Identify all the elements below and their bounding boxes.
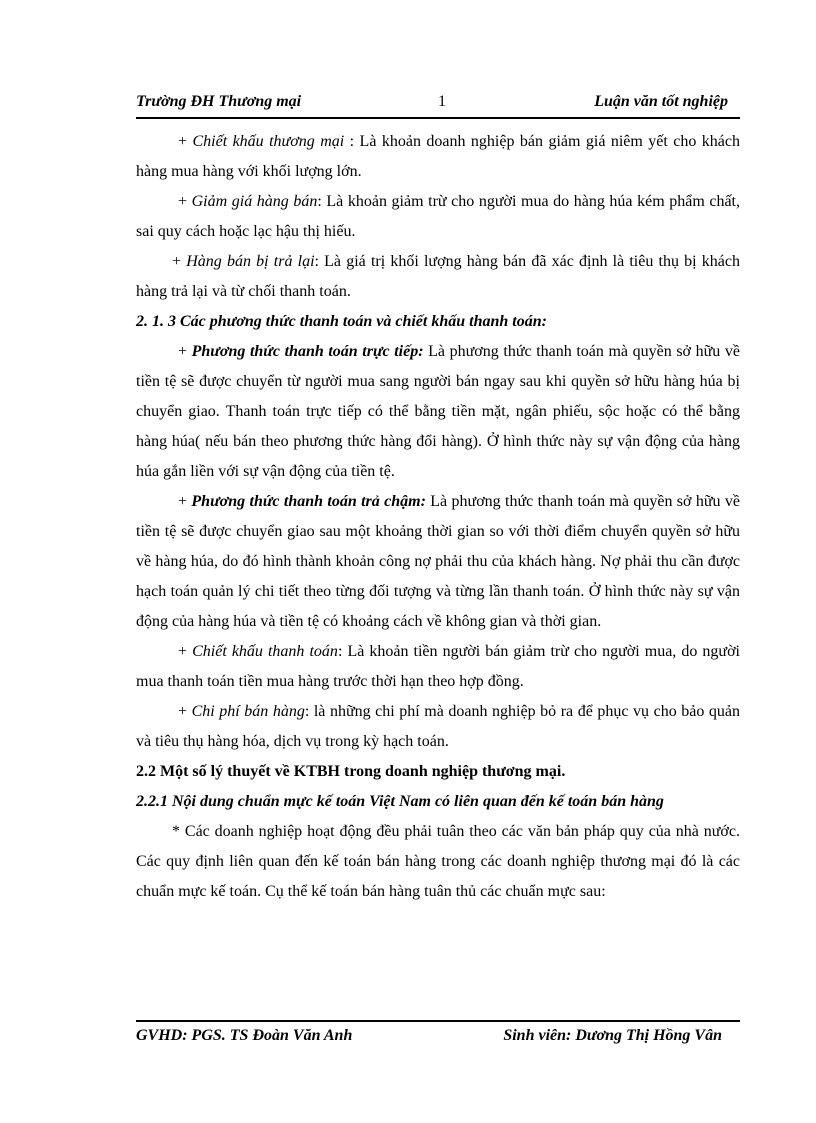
bullet-prefix: +: [178, 493, 192, 510]
paragraph-price-reduction: [136, 187, 740, 247]
paragraph-text: : Là khoản giảm trừ cho người mua do hàng húa kém phẩm chất, sai quy cách hoặc lạc hậu thị hiếu.: [136, 193, 741, 240]
page-header: [136, 93, 740, 119]
paragraph-text: Là phương thức thanh toán mà quyền sở hữu về tiền tệ sẽ được chuyển từ người mua sang người bán ngay sau khi quyền sở hữu hàng húa bị chuyển giao. Thanh toán trực tiếp có thể bằng tiền mặt, ngân phiếu, sộc hoặc có thể bằng hàng húa( nếu bán theo phương thức hàng đổi hàng). Ở hình thức này sự vận động của hàng húa gắn liền với sự vận động của tiền tệ.: [136, 343, 740, 480]
term-sales-returns: Hàng bán bị trả lại: [186, 253, 315, 270]
bullet-prefix: +: [178, 643, 193, 660]
term-price-reduction: Giảm giá hàng bán: [191, 193, 318, 210]
paragraph-text: : là những chi phí mà doanh nghiệp bỏ ra để phục vụ cho bảo quản và tiêu thụ hàng hóa, dịch vụ trong kỳ hạch toán.: [136, 703, 741, 750]
term-direct-payment: Phương thức thanh toán trực tiếp:: [191, 343, 424, 360]
bullet-prefix: *: [172, 823, 185, 840]
term-deferred-payment: Phương thức thanh toán trả chậm:: [191, 493, 426, 510]
paragraph-selling-expenses: [136, 697, 740, 757]
paragraph-payment-discount: [136, 637, 740, 697]
paragraph-sales-returns: [136, 247, 740, 307]
bullet-prefix: +: [172, 253, 187, 270]
section-heading-2-2-1: 2.2.1 Nội dung chuẩn mực kế toán Việt Nam có liên quan đến kế toán bán hàng: [136, 793, 664, 810]
section-heading-2-1-3: 2. 1. 3 Các phương thức thanh toán và chiết khấu thanh toán:: [136, 313, 547, 330]
paragraph-text: : Là khoản tiền người bán giảm trừ cho người mua, do người mua thanh toán tiền mua hàng trước thời hạn theo hợp đồng.: [136, 643, 740, 690]
header-school: Trường ĐH Thương mại: [136, 93, 302, 110]
paragraph-text: Các doanh nghiệp hoạt động đều phải tuân theo các văn bản pháp quy của nhà nước. Các quy định liên quan đến kế toán bán hàng trong các doanh nghiệp thương mại đó là các chuẩn mực kế toán. Cụ thể kế toán bán hàng tuân thủ các chuẩn mực sau:: [136, 823, 740, 900]
bullet-prefix: +: [178, 343, 192, 360]
page-footer: [136, 1020, 740, 1048]
bullet-prefix: +: [178, 703, 192, 720]
term-payment-discount: Chiết khấu thanh toán: [192, 643, 338, 660]
term-selling-expenses: Chi phí bán hàng: [191, 703, 305, 720]
paragraph-direct-payment: [136, 337, 740, 487]
header-page-number: 1: [438, 93, 446, 110]
paragraph-trade-discount: [136, 127, 740, 187]
footer-advisor: GVHD: PGS. TS Đoàn Văn Anh: [136, 1027, 353, 1044]
section-heading-2-2: 2.2 Một số lý thuyết về KTBH trong doanh nghiệp thương mại.: [136, 763, 566, 780]
bullet-prefix: +: [178, 193, 192, 210]
paragraph-text: : Là giá trị khối lượng hàng bán đã xác định là tiêu thụ bị khách hàng trả lại và từ chối thanh toán.: [136, 253, 741, 300]
footer-student: Sinh viên: Dương Thị Hồng Vân: [503, 1027, 722, 1044]
paragraph-text: : Là khoản doanh nghiệp bán giảm giá niêm yết cho khách hàng mua hàng với khối lượng lớn.: [136, 133, 740, 180]
term-trade-discount: Chiết khấu thương mại: [192, 133, 345, 150]
header-doc-type: Luận văn tốt nghiệp: [594, 93, 728, 110]
page-body: [136, 127, 740, 907]
paragraph-standards-intro: [136, 817, 740, 907]
paragraph-text: Là phương thức thanh toán mà quyền sở hữu về tiền tệ sẽ được chuyển giao sau một khoảng thời gian so với thời điểm chuyển quyền sở hữu về hàng húa, do đó hình thành khoản công nợ phải thu của khách hàng. Nợ phải thu cần được hạch toán quản lý chi tiết theo từng đối tượng và từng lần thanh toán. Ở hình thức này sự vận động của hàng húa và tiền tệ có khoảng cách về không gian và thời gian.: [136, 493, 740, 630]
paragraph-deferred-payment: [136, 487, 740, 637]
bullet-prefix: +: [178, 133, 193, 150]
